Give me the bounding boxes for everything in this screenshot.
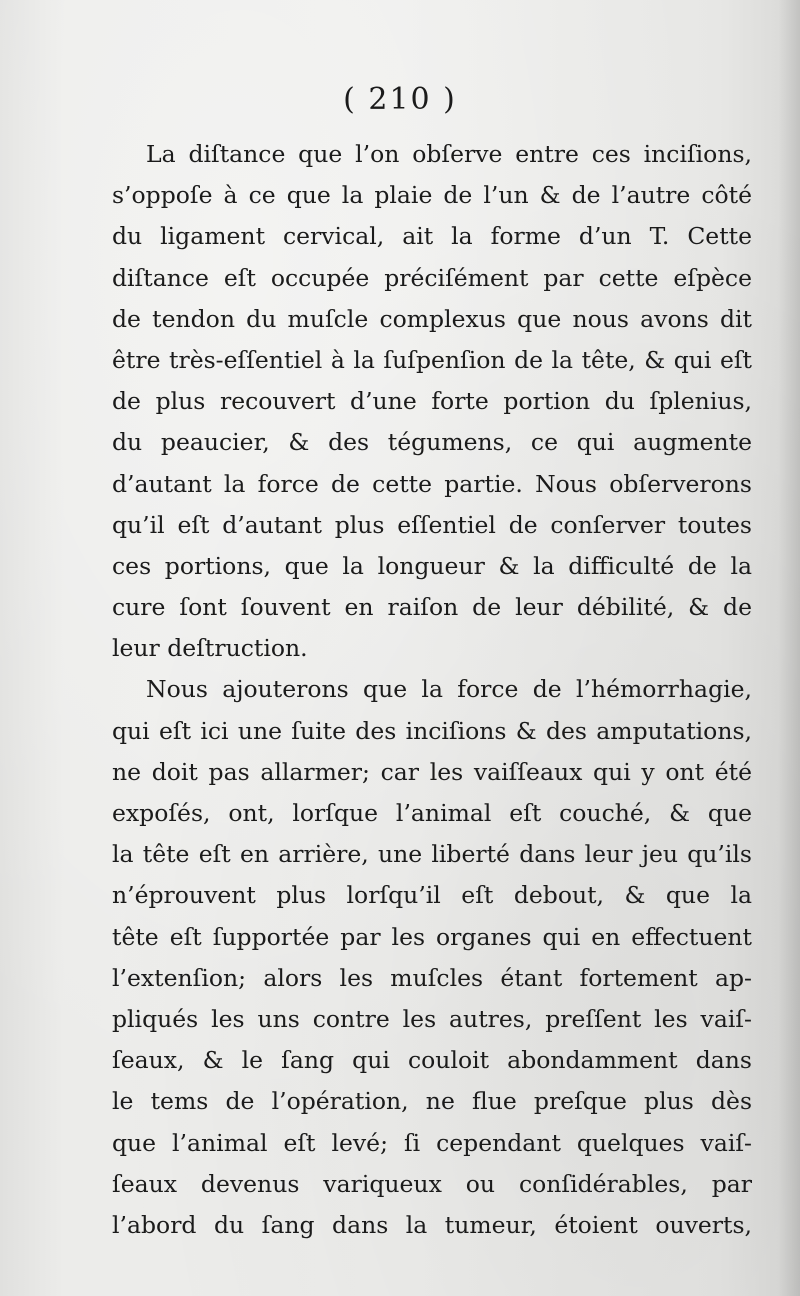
text-line: pliqués les uns contre les autres, preſſent les vaiſ- bbox=[112, 1004, 752, 1033]
text-line: n’éprouvent plus lorſqu’il eſt debout, & que la bbox=[112, 881, 752, 910]
text-line: l’abord du ſang dans la tumeur, étoient ouverts, bbox=[112, 1210, 752, 1239]
text-line: expoſés, ont, lorſque l’animal eſt couché, & que bbox=[112, 799, 752, 827]
text-line: diſtance eſt occupée préciſément par cette eſpèce bbox=[112, 263, 752, 292]
text-line: ſeaux, & le ſang qui couloit abondamment dans bbox=[112, 1046, 752, 1075]
text-line: ſeaux devenus variqueux ou conſidérables, par bbox=[112, 1169, 752, 1198]
text-line: cure ſont ſouvent en raiſon de leur débilité, & de bbox=[112, 593, 752, 622]
text-line: l’extenſion; alors les muſcles étant fortement ap- bbox=[112, 963, 752, 992]
text-line: de tendon du muſcle complexus que nous avons dit bbox=[112, 304, 752, 333]
text-line: s’oppoſe à ce que la plaie de l’un & de l’autre côté bbox=[112, 181, 752, 210]
text-line: leur deſtruction. bbox=[112, 634, 308, 663]
text-line: La diſtance que l’on obſerve entre ces inciſions, bbox=[146, 140, 752, 168]
text-line: la tête eſt en arrière, une liberté dans leur jeu qu’ils bbox=[112, 840, 752, 869]
text-line: du peaucier, & des tégumens, ce qui augmente bbox=[112, 428, 752, 457]
text-line: le tems de l’opération, ne flue preſque plus dès bbox=[112, 1087, 752, 1116]
text-line: qu’il eſt d’autant plus eſſentiel de conſerver toutes bbox=[112, 510, 752, 539]
body-text bbox=[112, 134, 752, 1246]
text-line: tête eſt ſupportée par les organes qui en effectuent bbox=[112, 922, 752, 951]
text-line: du ligament cervical, ait la forme d’un T. Cette bbox=[112, 222, 752, 251]
text-line: de plus recouvert d’une forte portion du ſplenius, bbox=[112, 387, 752, 416]
text-line: qui eſt ici une ſuite des inciſions & des amputations, bbox=[112, 716, 752, 745]
text-line: d’autant la force de cette partie. Nous obſerverons bbox=[112, 469, 752, 498]
text-line: ces portions, que la longueur & la difficulté de la bbox=[112, 551, 752, 580]
text-line: Nous ajouterons que la force de l’hémorrhagie, bbox=[146, 675, 752, 704]
text-line: ne doit pas allarmer; car les vaiſſeaux qui y ont été bbox=[112, 757, 752, 786]
page-number: ( 210 ) bbox=[343, 82, 457, 117]
text-line: être très-eſſentiel à la ſuſpenſion de la tête, & qui eſt bbox=[112, 345, 752, 374]
text-line: que l’animal eſt levé; ſi cependant quelques vaiſ- bbox=[112, 1128, 752, 1157]
